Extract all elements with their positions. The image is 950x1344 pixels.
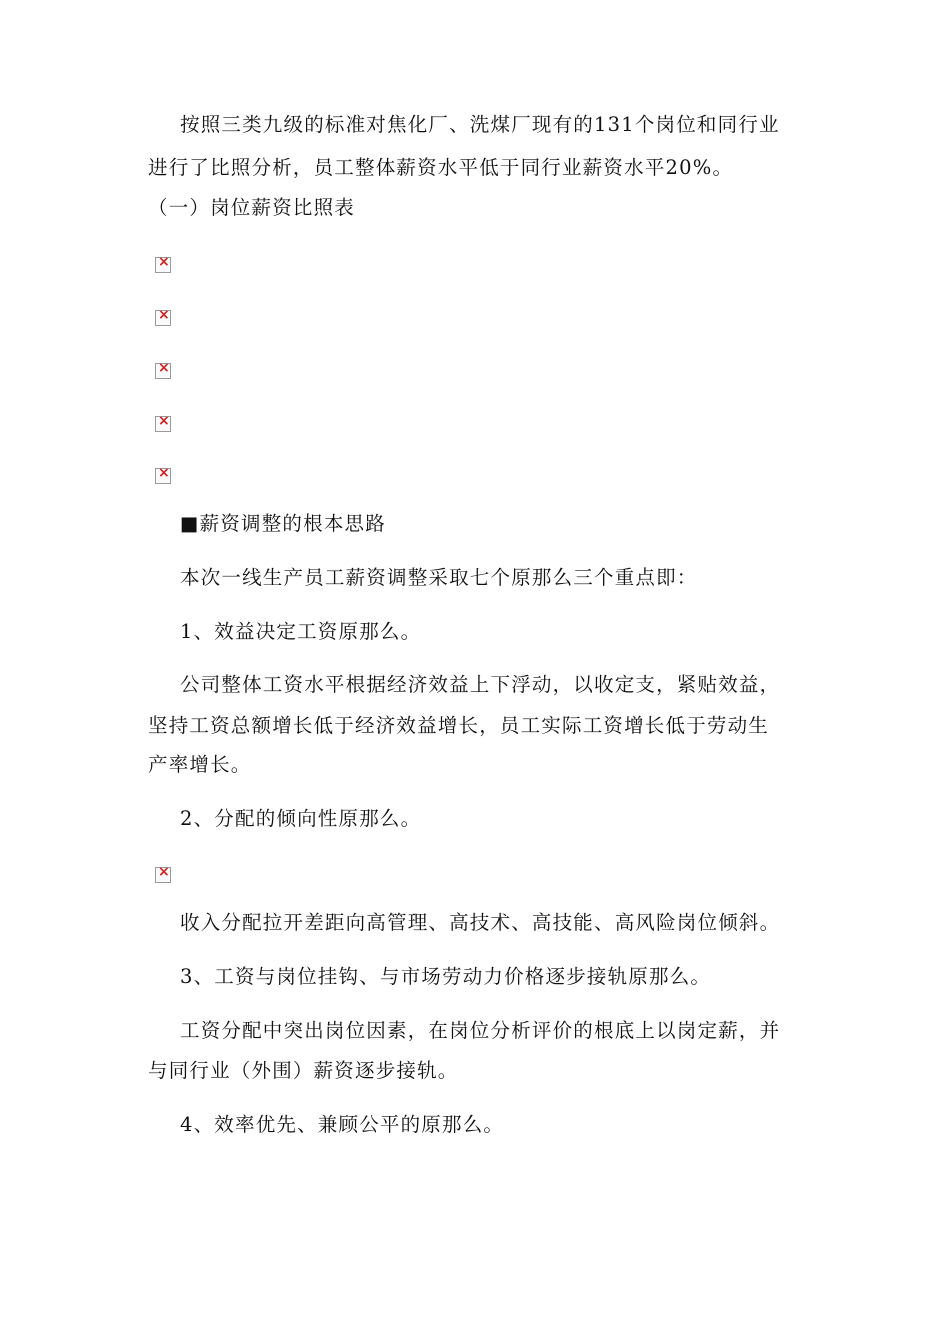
broken-image-icon: [155, 310, 171, 326]
principle-1-body-line-2: 坚持工资总额增长低于经济效益增长，员工实际工资增长低于劳动生: [148, 714, 770, 737]
broken-image-icon: [155, 468, 171, 484]
principle-3-body-line-1: 工资分配中突出岗位因素，在岗位分析评价的根底上以岗定薪，并: [180, 1019, 781, 1042]
principle-3-title: 3、工资与岗位挂钩、与市场劳动力价格逐步接轨原那么。: [180, 965, 712, 988]
principle-1-body-line-3: 产率增长。: [148, 753, 252, 776]
principle-2-title: 2、分配的倾向性原那么。: [180, 807, 422, 830]
broken-image-icon: [155, 416, 171, 432]
principle-4-title: 4、效率优先、兼顾公平的原那么。: [180, 1113, 505, 1136]
principle-1-title: 1、效益决定工资原那么。: [180, 620, 422, 643]
principle-3-body-line-2: 与同行业（外围）薪资逐步接轨。: [148, 1059, 459, 1082]
subheading: ■薪资调整的根本思路: [180, 512, 386, 535]
section-heading: （一）岗位薪资比照表: [148, 196, 356, 219]
intro-line-1: 按照三类九级的标准对焦化厂、洗煤厂现有的131个岗位和同行业: [180, 113, 780, 136]
lead-paragraph: 本次一线生产员工薪资调整采取七个原那么三个重点即：: [180, 566, 698, 589]
broken-image-icon: [155, 867, 171, 883]
intro-line-2: 进行了比照分析，员工整体薪资水平低于同行业薪资水平20%。: [148, 156, 734, 179]
principle-1-body-line-1: 公司整体工资水平根据经济效益上下浮动，以收定支，紧贴效益，: [180, 673, 781, 696]
broken-image-icon: [155, 363, 171, 379]
principle-2-body: 收入分配拉开差距向高管理、高技术、高技能、高风险岗位倾斜。: [180, 911, 781, 934]
broken-image-icon: [155, 257, 171, 273]
